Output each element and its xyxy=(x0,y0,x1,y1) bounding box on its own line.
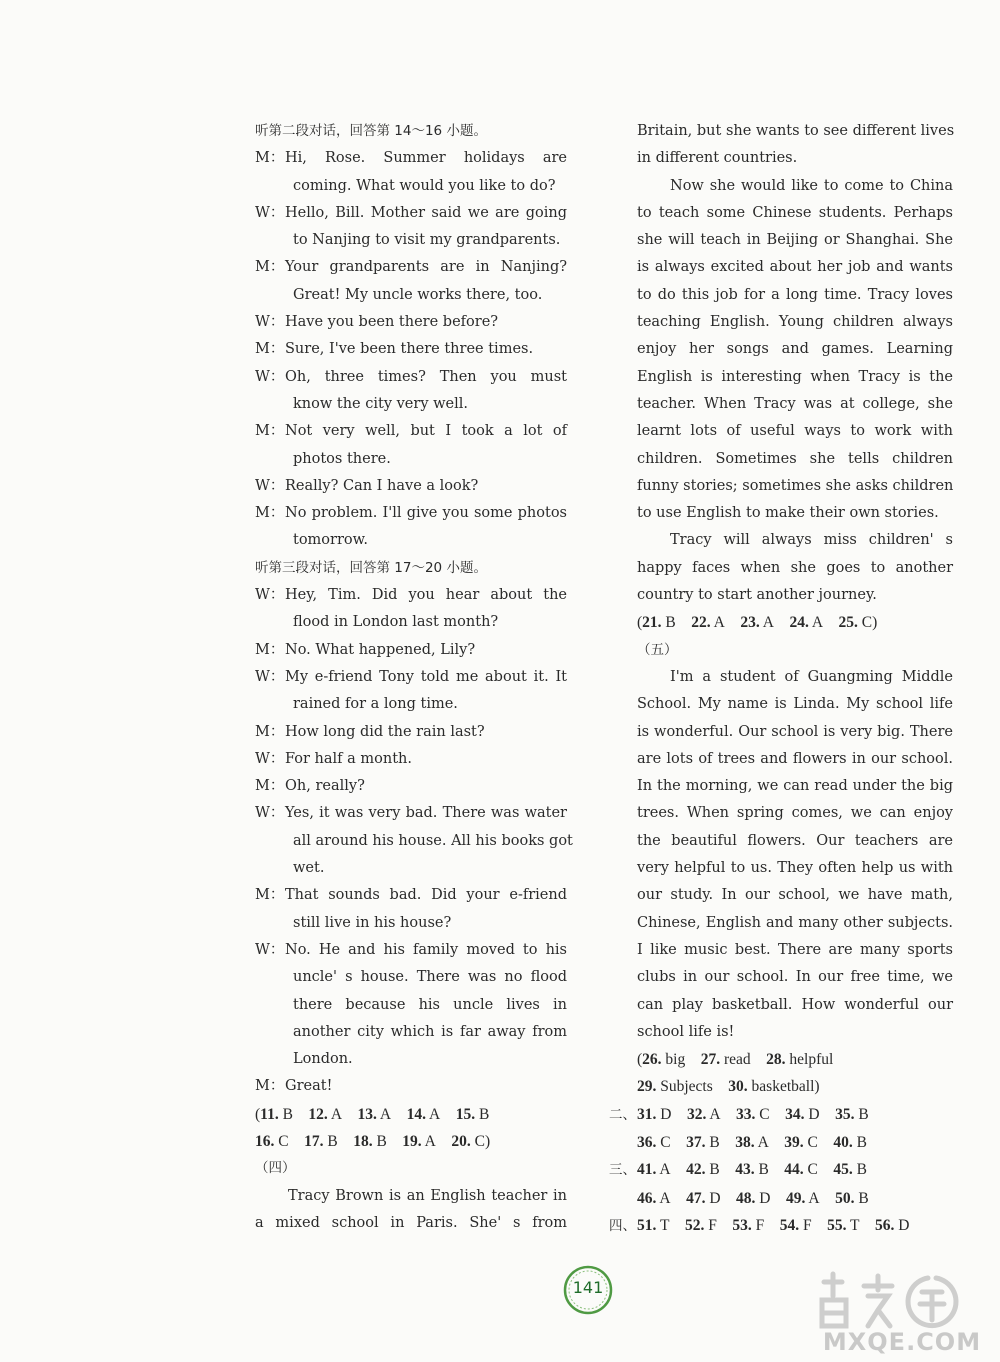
dialogue-line xyxy=(255,254,567,281)
paragraph-line: to teach some Chinese students. Perhaps xyxy=(637,204,953,221)
dialogue-line xyxy=(255,800,567,827)
answer-number: 52. xyxy=(684,1216,705,1234)
answer-number: 39. xyxy=(784,1133,804,1151)
answer-number: 48. xyxy=(736,1189,756,1207)
paragraph-line: is wonderful. Our school is very big. There xyxy=(637,723,953,740)
dialogue-line xyxy=(255,882,567,909)
answer-value: B xyxy=(852,1133,867,1151)
answer-value: C xyxy=(470,1132,485,1150)
section-intro-dialogue-2: 听第二段对话，回答第 14～16 小题。 xyxy=(255,123,487,139)
answer-value: B xyxy=(852,1161,867,1179)
dialogue-text-continued: coming. What would you like to do? xyxy=(293,177,556,194)
dialogue-text: My e-friend Tony told me about it. It xyxy=(285,668,567,685)
speaker-label: M： xyxy=(255,150,285,167)
answer-value: B xyxy=(661,614,676,632)
dialogue-line xyxy=(255,582,567,609)
paragraph-line: In the morning, we can read under the big xyxy=(637,778,953,795)
dialogue-text-continued: to Nanjing to visit my grandparents. xyxy=(293,232,561,249)
answer-value: helpful xyxy=(785,1051,834,1069)
dialogue-text-continued: all around his house. All his books got xyxy=(293,832,573,849)
answer-bracket: ) xyxy=(814,1078,820,1096)
answer-number: 33. xyxy=(736,1105,756,1123)
paragraph-line: trees. When spring comes, we can enjoy xyxy=(637,805,953,822)
answer-value: T xyxy=(846,1216,860,1234)
dialogue-text: Hey, Tim. Did you hear about the xyxy=(285,587,567,604)
answer-value: F xyxy=(799,1216,812,1234)
answer-section-prefix: 三、 xyxy=(609,1162,636,1179)
answer-value: B xyxy=(705,1133,720,1151)
paragraph-line: happy faces when she goes to another xyxy=(637,559,953,576)
dialogue-text: Yes, it was very bad. There was water xyxy=(285,805,567,822)
answer-value: D xyxy=(894,1216,910,1234)
answer-value: A xyxy=(759,614,774,632)
dialogue-text-continued: rained for a long time. xyxy=(293,696,458,713)
answer-bracket: ( xyxy=(255,1105,261,1123)
right-column xyxy=(609,118,955,1240)
section-label-4: （四） xyxy=(255,1160,296,1177)
dialogue-line xyxy=(255,200,567,227)
answer-number: 55. xyxy=(827,1216,847,1234)
paragraph-line: Britain, but she wants to see different lives xyxy=(637,123,955,139)
answer-number: 45. xyxy=(833,1161,853,1179)
dialogue-text-continued: there because his uncle lives in xyxy=(293,996,567,1013)
dialogue-text: For half a month. xyxy=(285,750,412,767)
dialogue-line xyxy=(255,746,567,773)
answer-number: 16. xyxy=(255,1132,275,1150)
speaker-label: M： xyxy=(255,778,285,795)
answer-value: A xyxy=(706,1105,721,1123)
answer-number: 54. xyxy=(779,1216,800,1234)
speaker-label: W： xyxy=(255,477,285,494)
dialogue-text: Great! xyxy=(285,1078,333,1095)
dialogue-line xyxy=(255,309,567,336)
answer-value: B xyxy=(278,1105,293,1123)
answer-number: 43. xyxy=(735,1161,755,1179)
paragraph-line: enjoy her songs and games. Learning xyxy=(637,341,953,358)
answer-number: 20. xyxy=(451,1132,471,1150)
answer-value: A xyxy=(327,1105,343,1123)
answer-value: F xyxy=(704,1216,717,1234)
dialogue-line xyxy=(255,1073,567,1100)
answer-row xyxy=(637,1185,953,1212)
answer-value: C xyxy=(803,1133,818,1151)
answer-value: C xyxy=(274,1132,289,1150)
answer-value: C xyxy=(857,614,873,632)
dialogue-text: Not very well, but I took a lot of xyxy=(285,423,567,440)
answer-value: Subjects xyxy=(656,1078,713,1096)
answer-number: 17. xyxy=(304,1132,324,1150)
paragraph-line: Tracy Brown is an English teacher in xyxy=(288,1187,567,1204)
answer-row xyxy=(609,1212,953,1240)
paragraph-line: the beautiful flowers. Our teachers are xyxy=(637,832,953,849)
speaker-label: W： xyxy=(255,204,285,221)
dialogue-text: Have you been there before? xyxy=(285,314,499,331)
speaker-label: W： xyxy=(255,750,285,767)
left-column xyxy=(255,118,573,1237)
speaker-label: M： xyxy=(255,423,285,440)
answer-row xyxy=(255,1101,567,1128)
answer-value: A xyxy=(710,614,725,632)
paragraph-line: in different countries. xyxy=(637,150,798,167)
answer-row xyxy=(637,609,953,636)
answer-number: 53. xyxy=(732,1216,752,1234)
watermark-url: MXQE.COM xyxy=(822,1328,982,1356)
paragraph-line: funny stories; sometimes she asks children xyxy=(637,477,954,494)
answer-number: 34. xyxy=(785,1105,805,1123)
answer-number: 38. xyxy=(735,1133,755,1151)
answer-row xyxy=(609,1101,953,1129)
dialogue-line xyxy=(255,145,567,172)
answer-value: C xyxy=(803,1161,818,1179)
answer-bracket: ) xyxy=(484,1132,491,1150)
dialogue-text-continued: tomorrow. xyxy=(293,532,368,549)
answer-number: 32. xyxy=(686,1105,707,1123)
answer-value: B xyxy=(854,1105,869,1123)
dialogue-text-continued: another city which is far away from xyxy=(293,1023,567,1040)
dialogue-line xyxy=(255,937,567,964)
speaker-label: M： xyxy=(255,259,285,276)
answer-number: 11. xyxy=(260,1105,279,1123)
speaker-label: W： xyxy=(255,668,285,685)
paragraph-line: teacher. When Tracy was at college, she xyxy=(637,395,953,412)
paragraph-line: School. My name is Linda. My school life xyxy=(637,696,953,713)
paragraph-line: she will teach in Beijing or Shanghai. She xyxy=(637,232,953,249)
dialogue-text-continued: flood in London last month? xyxy=(293,614,499,631)
speaker-label: W： xyxy=(255,587,285,604)
dialogue-text: Oh, really? xyxy=(285,778,365,795)
paragraph-line: to use English to make their own stories. xyxy=(637,505,939,522)
dialogue-text: How long did the rain last? xyxy=(285,723,485,740)
answer-row xyxy=(609,1156,953,1184)
answer-number: 42. xyxy=(686,1161,706,1179)
answer-number: 15. xyxy=(455,1105,476,1123)
answer-number: 23. xyxy=(740,614,760,632)
answer-number: 21. xyxy=(642,614,662,632)
paragraph-line: clubs in our school. In our free time, we xyxy=(637,969,953,986)
speaker-label: M： xyxy=(255,505,285,522)
answer-number: 19. xyxy=(402,1132,422,1150)
answer-number: 47. xyxy=(686,1189,706,1207)
answer-value: B xyxy=(372,1132,387,1150)
paragraph-line: teaching English. Young children always xyxy=(637,314,953,331)
paragraph-line: can play basketball. How wonderful our xyxy=(637,996,953,1013)
dialogue-text-continued: Great! My uncle works there, too. xyxy=(293,286,543,303)
answer-bracket: ( xyxy=(637,1051,643,1069)
paragraph-line: I like music best. There are many sports xyxy=(637,941,953,958)
dialogue-line xyxy=(255,336,567,363)
answer-number: 25. xyxy=(838,614,858,632)
answer-number: 12. xyxy=(308,1105,328,1123)
dialogue-line xyxy=(255,500,567,527)
dialogue-text: Sure, I've been there three times. xyxy=(285,341,534,358)
answer-number: 31. xyxy=(637,1105,657,1123)
paragraph-line: is always excited about her job and wants xyxy=(637,259,953,276)
speaker-label: M： xyxy=(255,1078,285,1095)
watermark xyxy=(812,1270,992,1360)
paragraph-line: Tracy will always miss children' s xyxy=(670,532,953,549)
dialogue-text-continued: know the city very well. xyxy=(293,395,468,412)
answer-number: 41. xyxy=(637,1161,657,1179)
paragraph-line: country to start another journey. xyxy=(637,587,877,604)
dialogue-line xyxy=(255,418,567,445)
paragraph-line: I'm a student of Guangming Middle xyxy=(670,668,953,685)
answer-value: A xyxy=(656,1189,671,1207)
answer-number: 40. xyxy=(833,1133,853,1151)
dialogue-text: That sounds bad. Did your e-friend xyxy=(285,887,567,904)
answer-value: B xyxy=(754,1161,769,1179)
dialogue-line xyxy=(255,664,567,691)
answer-number: 35. xyxy=(835,1105,855,1123)
answer-value: A xyxy=(421,1132,436,1150)
speaker-label: M： xyxy=(255,723,285,740)
answer-number: 24. xyxy=(789,614,809,632)
answer-number: 51. xyxy=(637,1216,657,1234)
answer-value: basketball xyxy=(747,1078,815,1096)
speaker-label: W： xyxy=(255,368,285,385)
answer-value: F xyxy=(751,1216,765,1234)
answer-bracket: ( xyxy=(637,614,643,632)
dialogue-text: No problem. I'll give you some photos xyxy=(285,505,567,522)
answer-row xyxy=(637,1073,953,1100)
answer-number: 22. xyxy=(691,614,711,632)
dialogue-line xyxy=(255,773,567,800)
dialogue-text: Hello, Bill. Mother said we are going xyxy=(285,204,567,221)
dialogue-text: Oh, three times? Then you must xyxy=(285,368,567,385)
dialogue-line xyxy=(255,473,567,500)
section-label-5: （五） xyxy=(637,641,678,658)
answer-number: 30. xyxy=(728,1078,748,1096)
page-number-badge xyxy=(562,1264,614,1316)
paragraph-line: our study. In our school, we have math, xyxy=(637,887,953,904)
paragraph-line: Now she would like to come to China xyxy=(670,177,953,194)
dialogue-text: Your grandparents are in Nanjing? xyxy=(285,259,567,276)
paragraph-line: learnt lots of useful ways to work with xyxy=(637,423,953,440)
answer-number: 37. xyxy=(686,1133,706,1151)
paragraph-line: to do this job for a long time. Tracy loves xyxy=(637,286,953,303)
answer-value: B xyxy=(705,1161,720,1179)
answer-value: D xyxy=(705,1189,721,1207)
section-intro-dialogue-3: 听第三段对话，回答第 17～20 小题。 xyxy=(255,559,487,576)
answer-value: D xyxy=(656,1105,672,1123)
answer-section-prefix: 四、 xyxy=(609,1217,636,1234)
answer-number: 26. xyxy=(642,1051,662,1069)
answer-number: 29. xyxy=(637,1078,657,1096)
watermark-logo-icon xyxy=(812,1270,992,1332)
dialogue-text-continued: still live in his house? xyxy=(293,914,452,931)
dialogue-text: Hi, Rose. Summer holidays are xyxy=(285,150,567,167)
answer-number: 27. xyxy=(700,1051,721,1069)
speaker-label: M： xyxy=(255,887,285,904)
answer-value: C xyxy=(656,1133,671,1151)
answer-number: 44. xyxy=(784,1161,804,1179)
paragraph-line: a mixed school in Paris. She' s from xyxy=(255,1214,567,1231)
answer-value: big xyxy=(661,1051,686,1069)
answer-value: D xyxy=(804,1105,820,1123)
answer-bracket: ) xyxy=(872,614,878,632)
paragraph-line: are lots of trees and flowers in our school. xyxy=(637,750,953,767)
dialogue-line xyxy=(255,364,567,391)
speaker-label: M： xyxy=(255,641,285,658)
dialogue-text-continued: wet. xyxy=(293,860,325,877)
answer-row xyxy=(255,1128,567,1155)
answer-number: 13. xyxy=(357,1105,377,1123)
speaker-label: W： xyxy=(255,314,285,331)
answer-number: 18. xyxy=(353,1132,373,1150)
answer-section-prefix: 二、 xyxy=(609,1106,636,1123)
dialogue-line xyxy=(255,637,567,664)
paragraph-line: Chinese, English and many other subjects. xyxy=(637,914,953,931)
answer-number: 49. xyxy=(786,1189,806,1207)
dialogue-text: No. He and his family moved to his xyxy=(285,941,567,958)
answer-row xyxy=(637,1129,953,1156)
answer-value: T xyxy=(656,1216,670,1234)
dialogue-text-continued: London. xyxy=(293,1051,353,1068)
answer-value: A xyxy=(754,1133,769,1151)
dialogue-text-continued: uncle' s house. There was no flood xyxy=(293,969,567,986)
answer-value: A xyxy=(808,614,824,632)
answer-value: A xyxy=(805,1189,820,1207)
answer-number: 36. xyxy=(637,1133,657,1151)
speaker-label: W： xyxy=(255,941,285,958)
dialogue-text-continued: photos there. xyxy=(293,450,391,467)
answer-value: B xyxy=(475,1105,490,1123)
dialogue-text: No. What happened, Lily? xyxy=(285,641,476,658)
paragraph-line: English is interesting when Tracy is the xyxy=(637,368,953,385)
answer-value: read xyxy=(720,1051,751,1069)
answer-value: D xyxy=(755,1189,771,1207)
answer-number: 50. xyxy=(835,1189,855,1207)
answer-value: A xyxy=(656,1161,671,1179)
answer-value: B xyxy=(323,1132,338,1150)
answer-row xyxy=(637,1046,953,1073)
answer-number: 56. xyxy=(875,1216,895,1234)
answer-number: 28. xyxy=(766,1051,786,1069)
dialogue-text: Really? Can I have a look? xyxy=(285,477,479,494)
answer-value: B xyxy=(854,1189,869,1207)
answer-value: A xyxy=(376,1105,392,1123)
answer-value: A xyxy=(425,1105,441,1123)
answer-number: 14. xyxy=(406,1105,426,1123)
speaker-label: W： xyxy=(255,805,285,822)
dialogue-line xyxy=(255,719,567,746)
page-number: 141 xyxy=(572,1278,604,1297)
speaker-label: M： xyxy=(255,341,285,358)
answer-number: 46. xyxy=(637,1189,657,1207)
paragraph-line: children. Sometimes she tells children xyxy=(637,450,953,467)
answer-value: C xyxy=(755,1105,770,1123)
paragraph-line: school life is! xyxy=(637,1023,735,1040)
paragraph-line: very helpful to us. They often help us with xyxy=(637,860,953,877)
